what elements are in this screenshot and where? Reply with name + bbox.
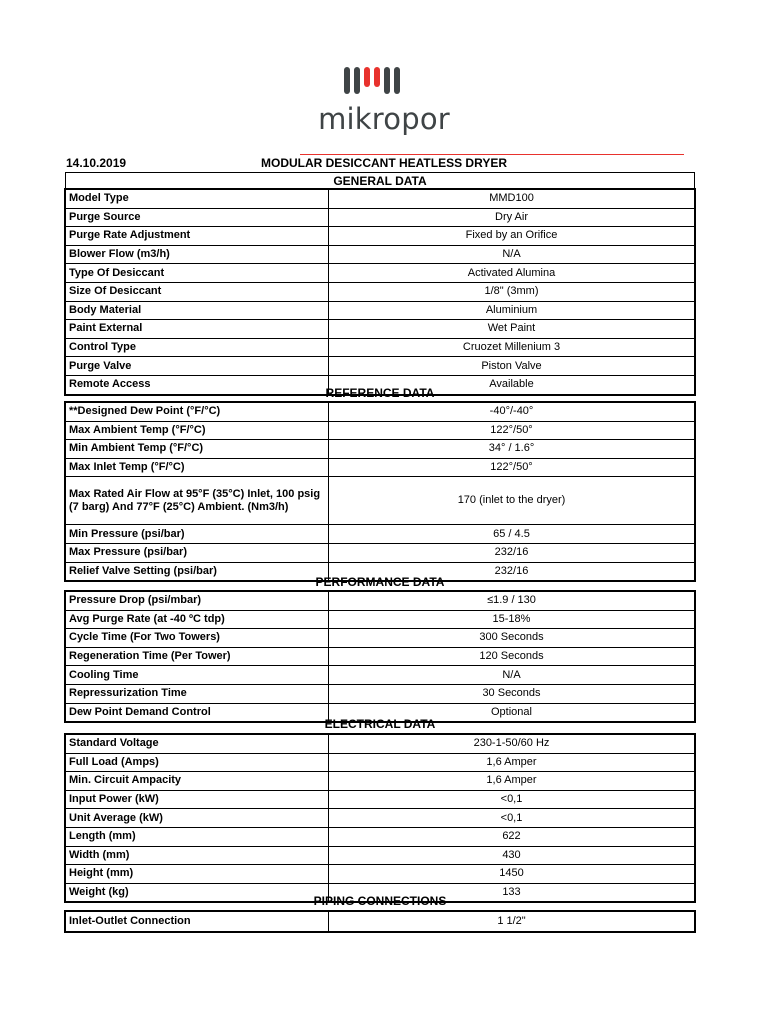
spec-value: 133 bbox=[329, 883, 695, 902]
spec-label: Purge Valve bbox=[66, 357, 329, 376]
spec-label: Purge Source bbox=[66, 208, 329, 227]
spec-label: Width (mm) bbox=[66, 846, 329, 865]
spec-label: Max Pressure (psi/bar) bbox=[66, 543, 329, 562]
spec-label: Min. Circuit Ampacity bbox=[66, 772, 329, 791]
spec-row bbox=[66, 912, 695, 932]
spec-value: 232/16 bbox=[329, 562, 695, 581]
spec-row bbox=[66, 666, 695, 685]
spec-label: Max Inlet Temp (°F/°C) bbox=[66, 458, 329, 477]
spec-label: Regeneration Time (Per Tower) bbox=[66, 647, 329, 666]
spec-row bbox=[66, 647, 695, 666]
spec-label: Paint External bbox=[66, 320, 329, 339]
spec-value: 1,6 Amper bbox=[329, 753, 695, 772]
spec-row bbox=[66, 245, 695, 264]
spec-value: 232/16 bbox=[329, 543, 695, 562]
spec-value: ≤1.9 / 130 bbox=[329, 592, 695, 611]
spec-row bbox=[66, 753, 695, 772]
spec-row bbox=[66, 282, 695, 301]
section-title: PERFORMANCE DATA bbox=[315, 575, 445, 589]
spec-row bbox=[66, 610, 695, 629]
spec-value: 1/8" (3mm) bbox=[329, 282, 695, 301]
spec-row bbox=[66, 477, 695, 525]
spec-value: <0,1 bbox=[329, 790, 695, 809]
spec-row bbox=[66, 421, 695, 440]
spec-row bbox=[66, 629, 695, 648]
spec-row bbox=[66, 320, 695, 339]
spec-label: Unit Average (kW) bbox=[66, 809, 329, 828]
spec-row bbox=[66, 684, 695, 703]
spec-label: Length (mm) bbox=[66, 827, 329, 846]
document-date: 14.10.2019 bbox=[66, 156, 127, 170]
spec-value: -40°/-40° bbox=[329, 403, 695, 422]
spec-label: Control Type bbox=[66, 338, 329, 357]
spec-label: Relief Valve Setting (psi/bar) bbox=[66, 562, 329, 581]
spec-row bbox=[66, 846, 695, 865]
spec-label: Avg Purge Rate (at -40 ºC tdp) bbox=[66, 610, 329, 629]
spec-label: Size Of Desiccant bbox=[66, 282, 329, 301]
spec-value: 30 Seconds bbox=[329, 684, 695, 703]
spec-value: <0,1 bbox=[329, 809, 695, 828]
spec-value: 122°/50° bbox=[329, 421, 695, 440]
mikropor-logo-icon bbox=[343, 66, 407, 96]
spec-row bbox=[66, 827, 695, 846]
spec-table bbox=[65, 591, 695, 722]
spec-label: Repressurization Time bbox=[66, 684, 329, 703]
spec-label: Blower Flow (m3/h) bbox=[66, 245, 329, 264]
spec-value: 170 (inlet to the dryer) bbox=[329, 477, 695, 525]
spec-row bbox=[66, 809, 695, 828]
spec-value: 1,6 Amper bbox=[329, 772, 695, 791]
spec-row bbox=[66, 525, 695, 544]
spec-value: 65 / 4.5 bbox=[329, 525, 695, 544]
spec-row bbox=[66, 227, 695, 246]
spec-value: 122°/50° bbox=[329, 458, 695, 477]
section-title: PIPING CONNECTIONS bbox=[313, 894, 447, 908]
header-divider bbox=[300, 154, 684, 155]
spec-label: Input Power (kW) bbox=[66, 790, 329, 809]
brand-wordmark: mikropor bbox=[318, 102, 450, 136]
spec-label: Max Ambient Temp (°F/°C) bbox=[66, 421, 329, 440]
spec-label: Inlet-Outlet Connection bbox=[66, 912, 329, 932]
spec-value: 120 Seconds bbox=[329, 647, 695, 666]
spec-value: Optional bbox=[329, 703, 695, 722]
spec-value: 622 bbox=[329, 827, 695, 846]
spec-value: Piston Valve bbox=[329, 357, 695, 376]
spec-value: Wet Paint bbox=[329, 320, 695, 339]
spec-label: Pressure Drop (psi/mbar) bbox=[66, 592, 329, 611]
section-title: ELECTRICAL DATA bbox=[324, 717, 436, 731]
spec-row bbox=[66, 772, 695, 791]
spec-value: Dry Air bbox=[329, 208, 695, 227]
spec-value: N/A bbox=[329, 245, 695, 264]
spec-value: 1 1/2" bbox=[329, 912, 695, 932]
spec-value: 300 Seconds bbox=[329, 629, 695, 648]
spec-label: Standard Voltage bbox=[66, 735, 329, 754]
spec-label: Min Pressure (psi/bar) bbox=[66, 525, 329, 544]
spec-table bbox=[65, 911, 695, 932]
spec-row bbox=[66, 338, 695, 357]
spec-table bbox=[65, 402, 695, 581]
spec-row bbox=[66, 458, 695, 477]
spec-row bbox=[66, 190, 695, 209]
spec-table bbox=[65, 734, 695, 902]
spec-value: 34° / 1.6° bbox=[329, 440, 695, 459]
spec-label: Type Of Desiccant bbox=[66, 264, 329, 283]
spec-value: 15-18% bbox=[329, 610, 695, 629]
spec-label: Model Type bbox=[66, 190, 329, 209]
spec-label: Dew Point Demand Control bbox=[66, 703, 329, 722]
document-title: MODULAR DESICCANT HEATLESS DRYER bbox=[260, 156, 507, 170]
spec-value: Activated Alumina bbox=[329, 264, 695, 283]
spec-row bbox=[66, 865, 695, 884]
brand-logo bbox=[0, 62, 768, 142]
spec-row bbox=[66, 357, 695, 376]
section-title: REFERENCE DATA bbox=[325, 386, 435, 400]
spec-row bbox=[66, 301, 695, 320]
spec-row bbox=[66, 592, 695, 611]
spec-row bbox=[66, 790, 695, 809]
spec-value: 1450 bbox=[329, 865, 695, 884]
spec-row bbox=[66, 735, 695, 754]
spec-value: Fixed by an Orifice bbox=[329, 227, 695, 246]
spec-label: Weight (kg) bbox=[66, 883, 329, 902]
spec-label: Max Rated Air Flow at 95°F (35°C) Inlet, 100 psig (7 barg) And 77°F (25°C) Ambient. (Nm3/h) bbox=[66, 477, 329, 525]
spec-label: Height (mm) bbox=[66, 865, 329, 884]
spec-value: Cruozet Millenium 3 bbox=[329, 338, 695, 357]
spec-row bbox=[66, 208, 695, 227]
spec-label: Full Load (Amps) bbox=[66, 753, 329, 772]
spec-label: Remote Access bbox=[66, 375, 329, 394]
spec-label: Purge Rate Adjustment bbox=[66, 227, 329, 246]
spec-label: **Designed Dew Point (°F/°C) bbox=[66, 403, 329, 422]
spec-value: Available bbox=[329, 375, 695, 394]
spec-row bbox=[66, 403, 695, 422]
spec-value: MMD100 bbox=[329, 190, 695, 209]
spec-label: Body Material bbox=[66, 301, 329, 320]
spec-value: N/A bbox=[329, 666, 695, 685]
spec-value: 430 bbox=[329, 846, 695, 865]
section-title: GENERAL DATA bbox=[65, 172, 695, 189]
spec-row bbox=[66, 264, 695, 283]
spec-value: Aluminium bbox=[329, 301, 695, 320]
spec-row bbox=[66, 543, 695, 562]
spec-row bbox=[66, 440, 695, 459]
spec-value: 230-1-50/60 Hz bbox=[329, 735, 695, 754]
spec-label: Cooling Time bbox=[66, 666, 329, 685]
spec-table bbox=[65, 189, 695, 395]
spec-label: Min Ambient Temp (°F/°C) bbox=[66, 440, 329, 459]
spec-label: Cycle Time (For Two Towers) bbox=[66, 629, 329, 648]
